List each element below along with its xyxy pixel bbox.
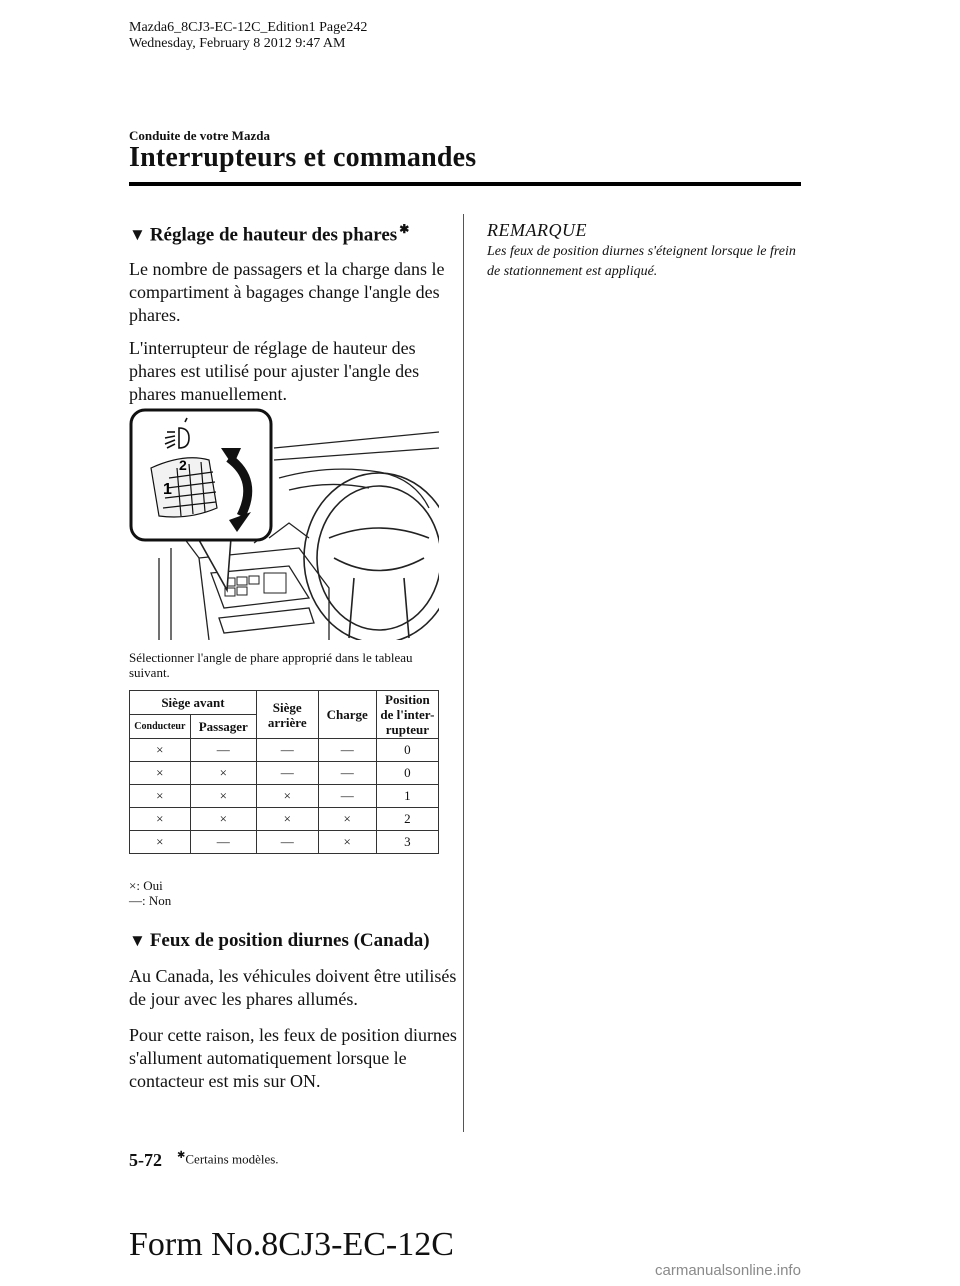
table-cell: — <box>256 831 318 854</box>
print-metadata-line2: Wednesday, February 8 2012 9:47 AM <box>129 36 346 51</box>
asterisk-icon: ✱ <box>177 1150 186 1161</box>
print-metadata-line1: Mazda6_8CJ3-EC-12C_Edition1 Page242 <box>129 20 368 35</box>
header-siege-avant: Siège avant <box>130 691 257 715</box>
table-cell: — <box>190 739 256 762</box>
legend-no: —: Non <box>129 893 172 908</box>
header-conducteur: Conducteur <box>130 715 191 739</box>
table-cell: × <box>190 808 256 831</box>
header-siege-arriere: Siège arrière <box>256 691 318 739</box>
table-row <box>130 739 439 762</box>
table-cell: × <box>256 808 318 831</box>
table-cell: 0 <box>376 739 438 762</box>
triangle-bullet-icon: ▼ <box>129 225 146 245</box>
table-cell: × <box>190 762 256 785</box>
table-cell: × <box>318 831 376 854</box>
footnote-text: Certains modèles. <box>185 1151 279 1167</box>
table-cell: 1 <box>376 785 438 808</box>
page-number: 5-72 <box>129 1150 162 1170</box>
table-row <box>130 785 439 808</box>
table-cell: 3 <box>376 831 438 854</box>
header-charge: Charge <box>318 691 376 739</box>
triangle-bullet-icon: ▼ <box>129 931 146 950</box>
dial-label-2: 2 <box>179 457 187 473</box>
header-passager: Passager <box>190 715 256 739</box>
watermark: carmanualsonline.info <box>655 1262 801 1279</box>
paragraph-switch-usage: L'interrupteur de réglage de hauteur des phares est utilisé pour ajuster l'angle des phares manuellement. <box>129 338 420 404</box>
footnote <box>177 1150 279 1167</box>
table-cell: × <box>130 739 191 762</box>
heading-daytime-running-lights-text: Feux de position diurnes (Canada) <box>149 930 430 951</box>
table-cell: × <box>130 831 191 854</box>
title-rule <box>129 182 801 186</box>
page-title: Interrupteurs et commandes <box>129 142 477 173</box>
paragraph-passengers-load: Le nombre de passagers et la charge dans le compartiment à bagages change l'angle des phares. <box>129 259 445 325</box>
table-cell: 2 <box>376 808 438 831</box>
heading-headlight-leveling <box>129 222 409 246</box>
header-position: Position de l'inter-rupteur <box>376 691 438 739</box>
column-divider <box>463 214 464 1132</box>
table-cell: × <box>130 785 191 808</box>
table-cell: × <box>190 785 256 808</box>
table-cell: — <box>318 739 376 762</box>
table-cell: × <box>130 808 191 831</box>
caption-select-angle: Sélectionner l'angle de phare approprié dans le tableau suivant. <box>129 650 413 680</box>
heading-headlight-leveling-text: Réglage de hauteur des phares <box>149 224 398 246</box>
asterisk-icon: ✱ <box>399 222 410 236</box>
print-metadata <box>129 20 367 52</box>
table-cell: 0 <box>376 762 438 785</box>
form-number: Form No.8CJ3-EC-12C <box>129 1226 454 1263</box>
headlight-position-table <box>129 690 439 854</box>
table-cell: — <box>256 762 318 785</box>
table-header-row <box>130 691 439 715</box>
paragraph-automatic-on: Pour cette raison, les feux de position diurnes s'allument automatiquement lorsque le contacteur est mis sur ON. <box>129 1025 457 1091</box>
note-text: Les feux de position diurnes s'éteignent lorsque le frein de stationnement est appliqué. <box>487 244 796 279</box>
dial-label-1: 1 <box>163 481 172 498</box>
legend-yes: ×: Oui <box>129 878 163 893</box>
table-cell: — <box>190 831 256 854</box>
table-legend <box>129 878 171 908</box>
heading-daytime-running-lights <box>129 930 430 952</box>
table-row <box>130 808 439 831</box>
table-row <box>130 831 439 854</box>
note-title: REMARQUE <box>487 220 587 240</box>
table-cell: × <box>318 808 376 831</box>
table-cell: × <box>130 762 191 785</box>
table-cell: — <box>318 762 376 785</box>
table-cell: — <box>256 739 318 762</box>
table-cell: — <box>318 785 376 808</box>
headlight-leveling-switch-illustration <box>129 408 439 640</box>
paragraph-canada-requirement: Au Canada, les véhicules doivent être utilisés de jour avec les phares allumés. <box>129 966 457 1009</box>
table-cell: × <box>256 785 318 808</box>
section-name: Conduite de votre Mazda <box>129 128 270 143</box>
table-row <box>130 762 439 785</box>
